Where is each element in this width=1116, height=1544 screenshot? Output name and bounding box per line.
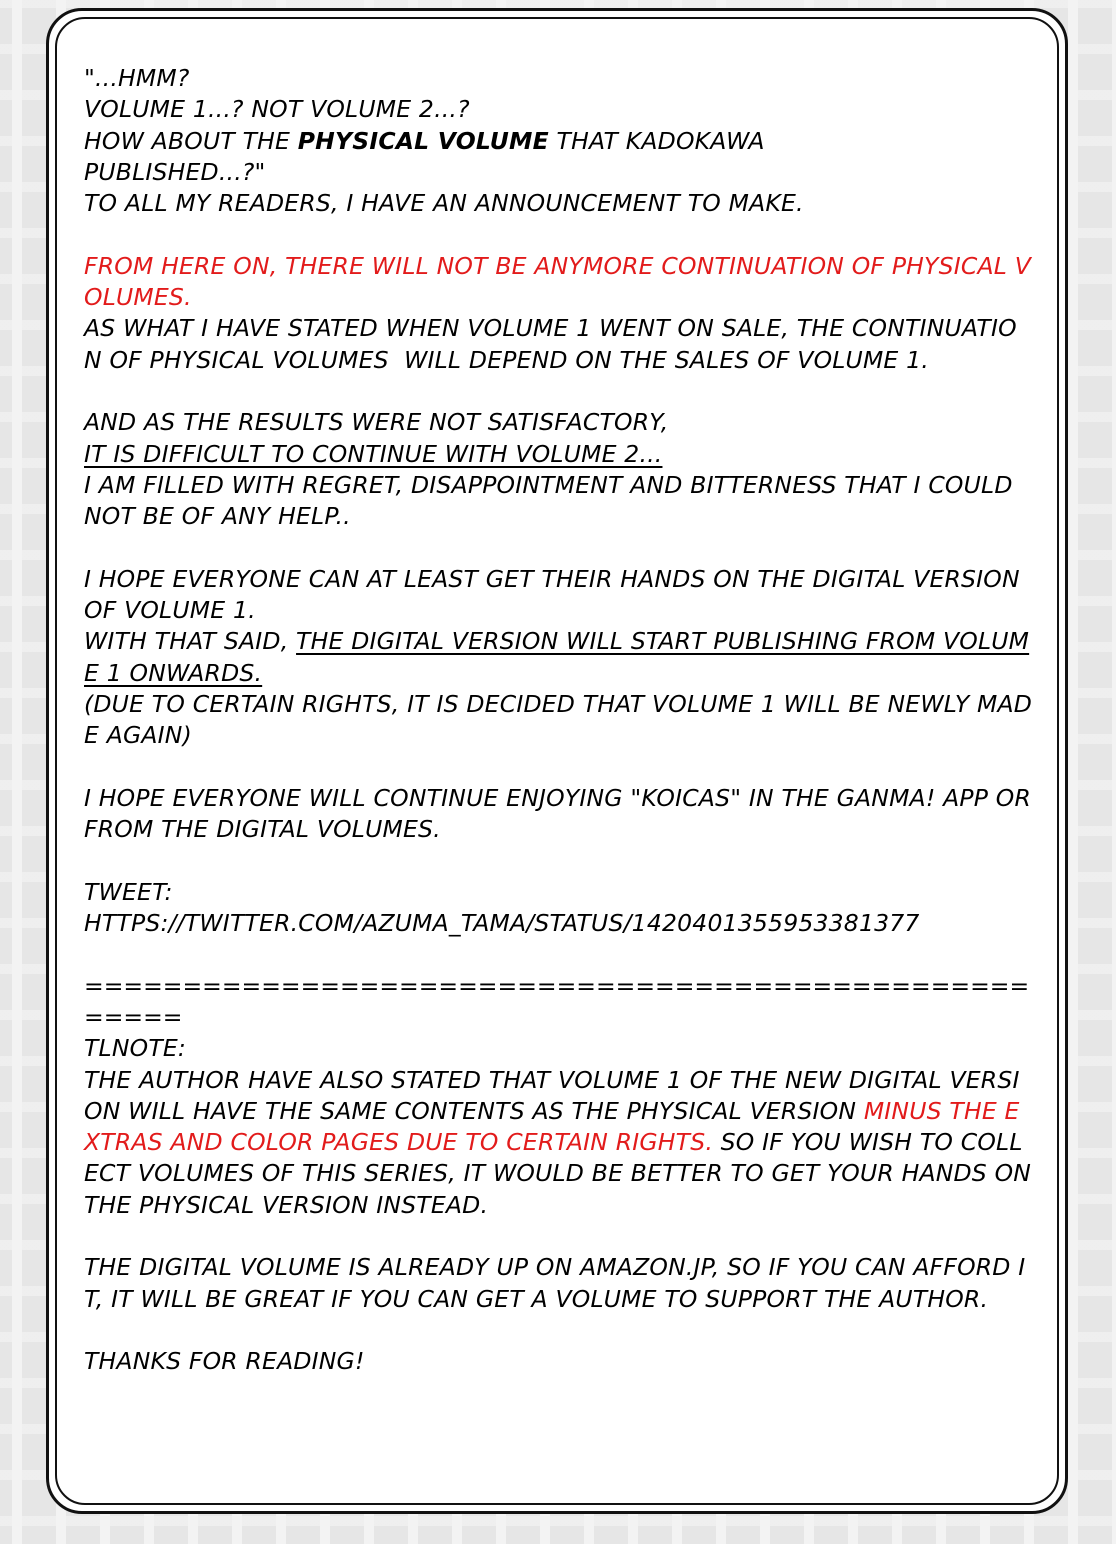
quote-line: PUBLISHED...?": [84, 157, 266, 186]
paragraph: THE DIGITAL VOLUME IS ALREADY UP ON AMAZON.JP, SO IF YOU CAN AFFORD IT, IT WILL BE GREAT IF YOU CAN GET A VOLUME TO SUPPORT THE AUTHOR.: [84, 1253, 1026, 1313]
note-panel: [46, 8, 1068, 1514]
underlined-statement: THE DIGITAL VERSION WILL START PUBLISHING FROM VOLUME 1 ONWARDS.: [84, 627, 1030, 687]
tlnote-label: TLNOTE:: [84, 1034, 187, 1063]
tweet-link[interactable]: HTTPS://TWITTER.COM/AZUMA_TAMA/STATUS/1420401355953381377: [84, 909, 920, 938]
paragraph: I AM FILLED WITH REGRET, DISAPPOINTMENT AND BITTERNESS THAT I COULD NOT BE OF ANY HELP..: [84, 470, 1021, 531]
tlnote-body: THE AUTHOR HAVE ALSO STATED THAT VOLUME 1 OF THE NEW DIGITAL VERSION WILL HAVE THE SAME CONTENTS AS THE PHYSICAL VERSION MINUS THE EXTRAS AND COLOR PAGES DUE TO CERTAIN RIGHTS. SO IF YOU WISH TO COLLECT VOLUMES OF THIS SERIES, IT WOULD BE BETTER TO GET YOUR HANDS ON THE PHYSICAL VERSION INSTEAD.: [84, 1065, 1039, 1219]
closing-line: THANKS FOR READING!: [84, 1347, 365, 1376]
announcement-intro: TO ALL MY READERS, I HAVE AN ANNOUNCEMENT TO MAKE.: [84, 189, 804, 218]
quote-line: HOW ABOUT THE PHYSICAL VOLUME THAT KADOKAWA: [84, 126, 765, 155]
paragraph: WITH THAT SAID, THE DIGITAL VERSION WILL START PUBLISHING FROM VOLUME 1 ONWARDS.: [84, 627, 1030, 687]
paragraph: I HOPE EVERYONE CAN AT LEAST GET THEIR HANDS ON THE DIGITAL VERSION OF VOLUME 1.: [84, 564, 1028, 625]
announcement-text: [84, 63, 1039, 1377]
paragraph: AS WHAT I HAVE STATED WHEN VOLUME 1 WENT ON SALE, THE CONTINUATION OF PHYSICAL VOLUMES WILL DEPEND ON THE SALES OF VOLUME 1.: [84, 314, 1017, 374]
highlight-red: FROM HERE ON, THERE WILL NOT BE ANYMORE CONTINUATION OF PHYSICAL VOLUMES.: [84, 251, 1031, 312]
physical-volume-emphasis: PHYSICAL VOLUME: [297, 126, 549, 155]
separator: =====================================================: [84, 971, 1030, 1031]
paragraph: I HOPE EVERYONE WILL CONTINUE ENJOYING "KOICAS" IN THE GANMA! APP OR FROM THE DIGITAL VOLUMES.: [84, 783, 1039, 844]
highlight-red: MINUS THE EXTRAS AND COLOR PAGES DUE TO CERTAIN RIGHTS.: [84, 1096, 1020, 1157]
underlined-statement: IT IS DIFFICULT TO CONTINUE WITH VOLUME 2...: [84, 439, 663, 468]
paragraph: (DUE TO CERTAIN RIGHTS, IT IS DECIDED THAT VOLUME 1 WILL BE NEWLY MADE AGAIN): [84, 689, 1033, 750]
paragraph: AND AS THE RESULTS WERE NOT SATISFACTORY,: [84, 408, 669, 437]
quote-line: "...HMM?: [84, 64, 190, 92]
tweet-label: TWEET:: [84, 877, 173, 906]
quote-line: VOLUME 1...? NOT VOLUME 2...?: [84, 95, 470, 124]
